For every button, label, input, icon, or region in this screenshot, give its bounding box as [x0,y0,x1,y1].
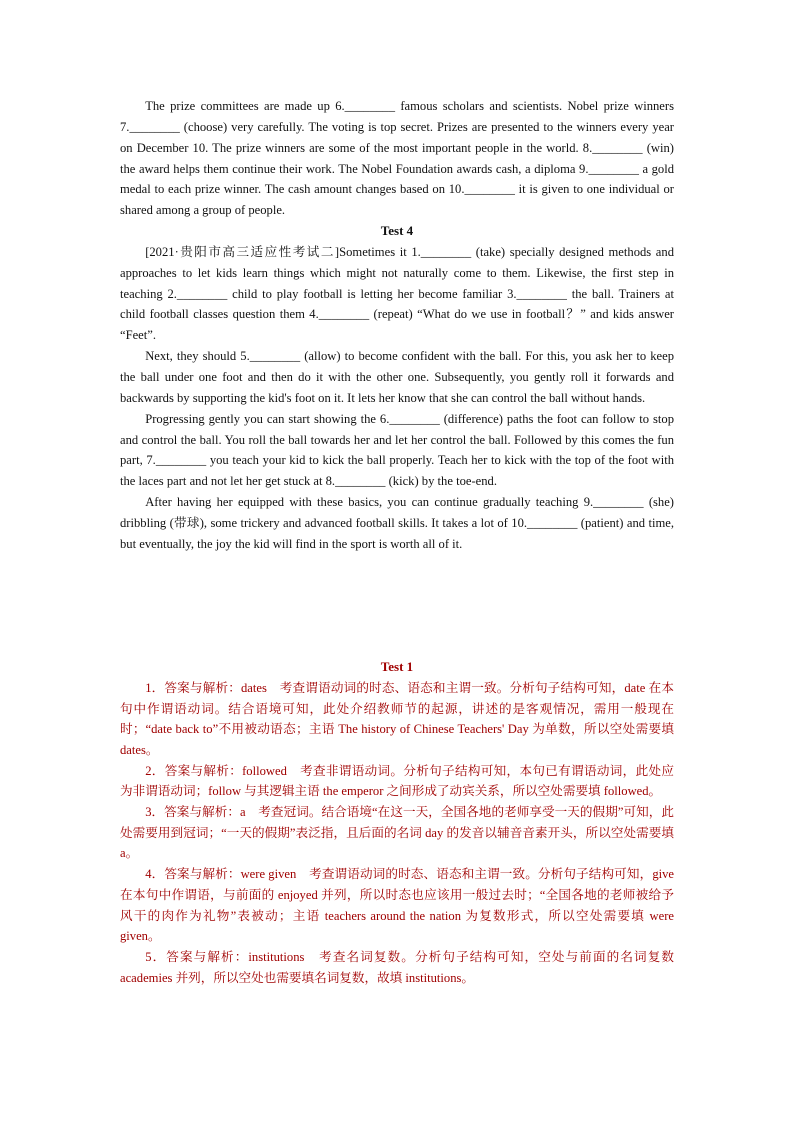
passage3-paragraph: The prize committees are made up 6.________ famous scholars and scientists. Nobel prize winners 7.________ (choose) very carefully. The voting is top secret. Prizes are presented to the winners every year on December 10. The prize winners are some of the most important people in the world. 8.________ (win) the award helps them continue their work. The Nobel Foundation awards cash, a diploma 9.________ a gold medal to each prize winner. The cash amount changes based on 10.________ it is given to one individual or shared among a group of people. [120,99,674,218]
exercise-passages [120,96,674,555]
answers-title: Test 1 [380,659,414,674]
answer-section [120,657,674,988]
answer-1: 1．答案与解析：dates 考查谓语动词的时态、语态和主谓一致。分析句子结构可知，date 在本句中作谓语动词。结合语境可知，此处介绍教师节的起源，讲述的是客观情况，需用一般现在时；“date back to”不用被动语态；主语 The history of Chinese Teachers' Day 为单数，所以空处需要填 dates。 [120,680,674,757]
test4-paragraph-2: Next, they should 5.________ (allow) to become confident with the ball. For this, you ask her to keep the ball under one foot and then do it with the other one. Subsequently, you gently roll it forwards and backwards by supporting the kid's foot on it. It lets her know that she can control the ball without hands. [120,349,674,405]
answer-3: 3．答案与解析：a 考查冠词。结合语境“在这一天，全国各地的老师享受一天的假期”可知，此处需要用到冠词；“一天的假期”表泛指，且后面的名词 day 的发音以辅音音素开头，所以空处需要填 a。 [120,805,674,861]
test4-title: Test 4 [380,223,414,239]
test4-paragraph-4: After having her equipped with these basics, you can continue gradually teaching 9.________ (she) dribbling (带球), some trickery and advanced football skills. It takes a lot of 10.________ (patient) and time, but eventually, the joy the kid will find in the sport is worth all of it. [120,495,674,551]
answer-2: 2．答案与解析：followed 考查非谓语动词。分析句子结构可知，本句已有谓语动词，此处应为非谓语动词；follow 与其逻辑主语 the emperor 之间形成了动宾关系，所以空处需要填 followed。 [120,763,674,799]
test4-paragraph-1: [2021·贵阳市高三适应性考试二]Sometimes it 1.________ (take) specially designed methods and approaches to let kids learn things which might not naturally come to them. Likewise, the first step in teaching 2.________ child to play football is letting her become familiar 3.________ the ball. Trainers at child football classes question them 4.________ (repeat) “What do we use in football？” and kids answer “Feet”. [120,244,674,343]
test4-paragraph-3: Progressing gently you can start showing the 6.________ (difference) paths the foot can follow to stop and control the ball. You roll the ball towards her and let her control the ball. Followed by this comes the fun part, 7.________ you teach your kid to kick the ball properly. Teach her to kick with the top of the foot with the laces part and not let her get stuck at 8.________ (kick) by the toe-end. [120,411,674,489]
answer-4: 4．答案与解析：were given 考查谓语动词的时态、语态和主谓一致。分析句子结构可知，give 在本句中作谓语，与前面的 enjoyed 并列，所以时态也应该用一般过去时；“全国各地的老师被给予风干的肉作为礼物”表被动；主语 teachers around the nation 为复数形式，所以空处需要填 were given。 [120,867,674,944]
answer-5: 5．答案与解析：institutions 考查名词复数。分析句子结构可知，空处与前面的名词复数 academies 并列，所以空处也需要填名词复数，故填 institutions。 [120,949,674,985]
